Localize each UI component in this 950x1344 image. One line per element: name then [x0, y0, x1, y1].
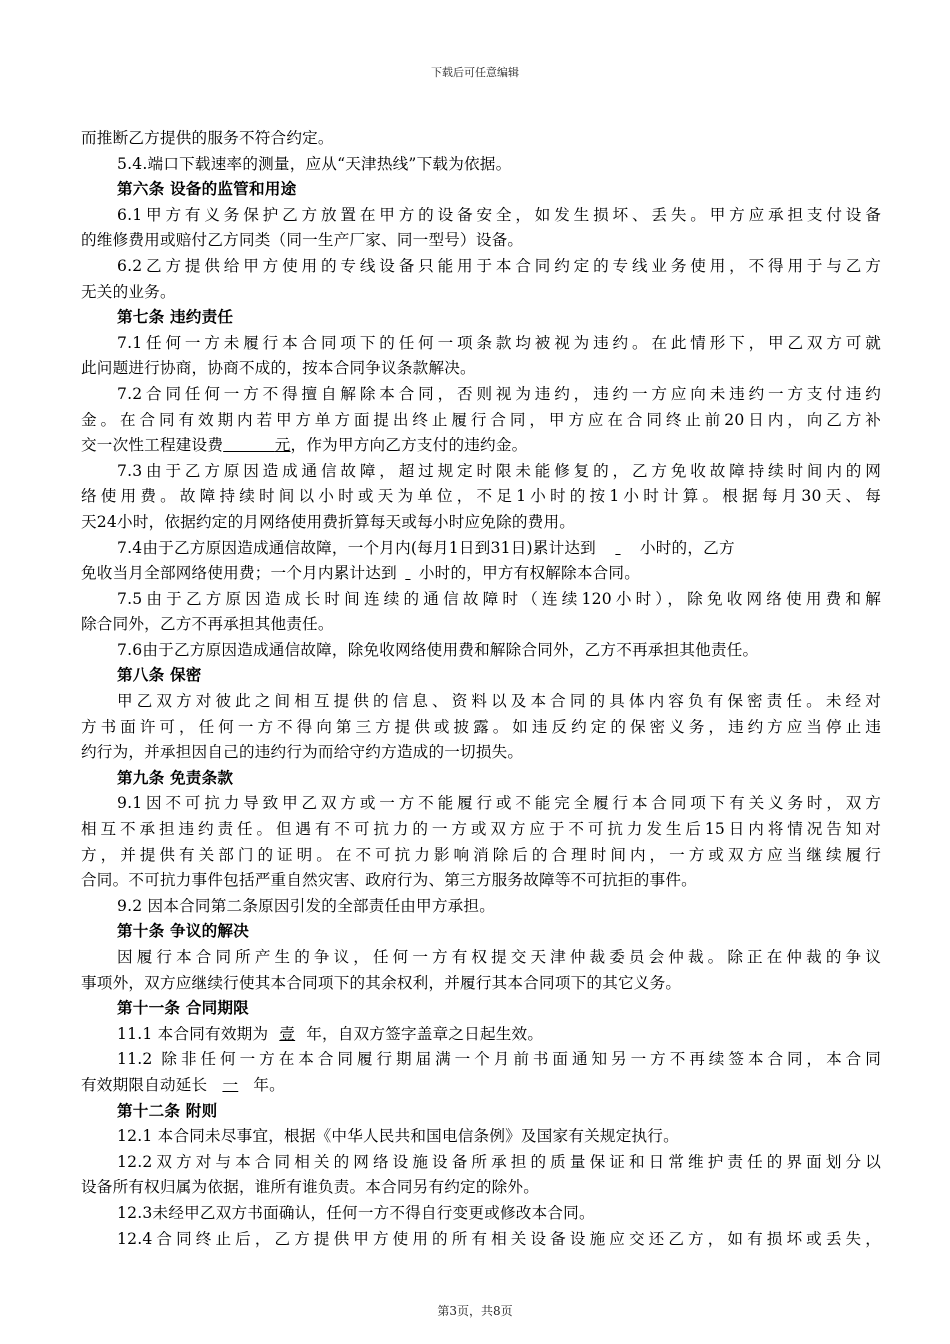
paragraph-line: 方书面许可，任何一方不得向第三方提供或披露。如违反约定的保密义务，违约方应当停止违	[81, 717, 881, 736]
paragraph-line: 约行为，并承担因自己的违约行为而给守约方造成的一切损失。	[81, 743, 524, 762]
section-heading: 第十二条 附则	[117, 1101, 218, 1120]
line-text: 小时的，乙方	[639, 538, 735, 557]
paragraph-line: 7.5由于乙方原因造成长时间连续的通信故障时（连续120小时），除免收网络使用费和解	[117, 589, 881, 608]
paragraph-line: 金。在合同有效期内若甲方单方面提出终止履行合同，甲方应在合同终止前20日内，向乙方补	[81, 410, 881, 429]
paragraph-line: 12.2双方对与本合同相关的网络设施设备所承担的质量保证和日常维护责任的界面划分以	[117, 1152, 881, 1171]
paragraph-line	[81, 1022, 881, 1048]
fill-blank-amount	[223, 433, 290, 459]
fill-blank-extension: 一	[222, 1075, 239, 1094]
fill-blank-hours	[596, 536, 640, 562]
paragraph-line: 此问题进行协商，协商不成的，按本合同争议条款解决。	[81, 359, 476, 378]
paragraph-line: 相互不承担违约责任。但遇有不可抗力的一方或双方应于不可抗力发生后15日内将情况告知对	[81, 820, 881, 839]
paragraph-line: 因履行本合同所产生的争议，任何一方有权提交天津仲裁委员会仲裁。除正在仲裁的争议	[117, 948, 881, 966]
section-heading: 第七条 违约责任	[117, 308, 234, 327]
page-number: 第3页，共8页	[437, 1304, 513, 1318]
section-heading: 第八条 保密	[117, 666, 202, 685]
line-text: 年。	[253, 1075, 285, 1094]
line-text: 交一次性工程建设费	[81, 436, 224, 455]
line-text: 免收当月全部网络使用费；一个月内累计达到	[81, 564, 397, 583]
line-text: 小时的，甲方有权解除本合同。	[418, 564, 641, 583]
line-text: 11.1 本合同有效期为	[117, 1024, 269, 1043]
paragraph-line	[81, 561, 881, 587]
paragraph-line: 合同。不可抗力事件包括严重自然灾害、政府行为、第三方服务故障等不可抗拒的事件。	[81, 871, 697, 890]
blank-unit: 元	[274, 436, 291, 455]
line-text: 年，自双方签字盖章之日起生效。	[306, 1024, 544, 1043]
paragraph-line: 5.4.端口下载速率的测量，应从“天津热线”下载为依据。	[117, 154, 512, 173]
paragraph-line: 12.1 本合同未尽事宜，根据《中华人民共和国电信条例》及国家有关规定执行。	[117, 1127, 679, 1146]
line-text: 7.4由于乙方原因造成通信故障，一个月内(每月1日到31日)累计达到	[117, 538, 596, 557]
paragraph-line: 事项外，双方应继续行使其本合同项下的其余权利，并履行其本合同项下的其它义务。	[81, 973, 682, 992]
fill-blank-hours	[397, 561, 419, 587]
fill-blank-term: 壹	[279, 1024, 296, 1043]
section-heading: 第十一条 合同期限	[117, 999, 249, 1018]
paragraph-line: 甲乙双方对彼此之间相互提供的信息、资料以及本合同的具体内容负有保密责任。未经对	[117, 692, 881, 711]
paragraph-line: 设备所有权归属为依据，谁所有谁负责。本合同另有约定的除外。	[81, 1178, 540, 1197]
paragraph-line: 11.2 除非任何一方在本合同履行期届满一个月前书面通知另一方不再续签本合同，本合同	[117, 1050, 881, 1069]
paragraph-line: 7.1任何一方未履行本合同项下的任何一项条款均被视为违约。在此情形下，甲乙双方可就	[117, 333, 881, 352]
paragraph-line	[81, 536, 881, 562]
paragraph-line: 方，并提供有关部门的证明。在不可抗力影响消除后的合理时间内，一方或双方应当继续履行	[81, 845, 881, 864]
paragraph-line: 6.1甲方有义务保护乙方放置在甲方的设备安全，如发生损坏、丢失。甲方应承担支付设备	[117, 205, 881, 224]
page-header: 下载后可任意编辑	[431, 66, 519, 79]
paragraph-line: 除合同外，乙方不再承担其他责任。	[81, 615, 334, 634]
line-text: 有效期限自动延长	[81, 1075, 208, 1094]
section-heading: 第九条 免责条款	[117, 768, 234, 787]
section-heading: 第十条 争议的解决	[117, 922, 249, 941]
section-heading: 第六条 设备的监管和用途	[117, 180, 297, 199]
paragraph-line: 络使用费。故障持续时间以小时或天为单位，不足1小时的按1小时计算。根据每月30天、每	[81, 487, 881, 506]
paragraph-line: 12.3未经甲乙双方书面确认，任何一方不得自行变更或修改本合同。	[117, 1203, 595, 1222]
paragraph-line: 天24小时，依据约定的月网络使用费折算每天或每小时应免除的费用。	[81, 512, 576, 531]
paragraph-line: 9.2 因本合同第二条原因引发的全部责任由甲方承担。	[117, 896, 496, 915]
line-text: ，作为甲方向乙方支付的违约金。	[290, 436, 528, 455]
paragraph-line	[81, 1073, 881, 1099]
paragraph-line: 7.3由于乙方原因造成通信故障，超过规定时限未能修复的，乙方免收故障持续时间内的网	[117, 461, 881, 480]
paragraph-line: 9.1因不可抗力导致甲乙双方或一方不能履行或不能完全履行本合同项下有关义务时，双方	[117, 794, 881, 813]
paragraph-line: 而推断乙方提供的服务不符合约定。	[81, 129, 334, 147]
document-body	[81, 126, 881, 1252]
paragraph-line: 无关的业务。	[81, 282, 176, 301]
paragraph-line: 12.4合同终止后，乙方提供甲方使用的所有相关设备设施应交还乙方，如有损坏或丢失，	[117, 1229, 881, 1248]
paragraph-line	[81, 433, 881, 459]
paragraph-line: 7.2合同任何一方不得擅自解除本合同，否则视为违约，违约一方应向未违约一方支付违约	[117, 384, 881, 403]
paragraph-line: 的维修费用或赔付乙方同类（同一生产厂家、同一型号）设备。	[81, 231, 524, 250]
paragraph-line: 7.6由于乙方原因造成通信故障，除免收网络使用费和解除合同外，乙方不再承担其他责任。	[117, 640, 759, 659]
paragraph-line: 6.2乙方提供给甲方使用的专线设备只能用于本合同约定的专线业务使用，不得用于与乙方	[117, 256, 881, 275]
